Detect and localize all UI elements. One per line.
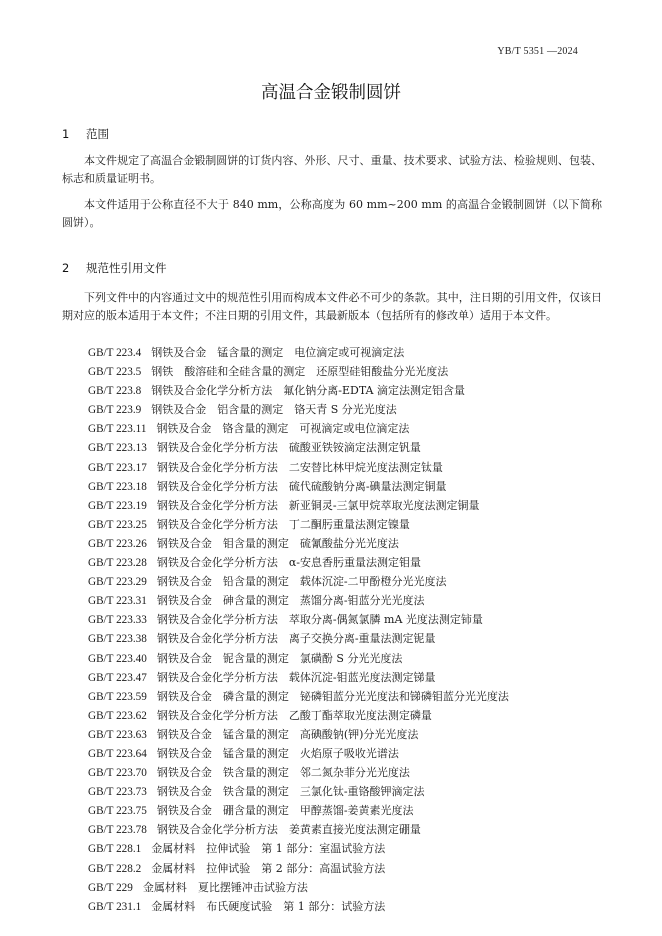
reference-code: GB/T 223.28 bbox=[88, 557, 147, 570]
reference-item bbox=[88, 477, 509, 496]
reference-item bbox=[88, 687, 509, 706]
reference-title: 钢铁及合金化学分析方法 二安替比林甲烷光度法测定钛量 bbox=[156, 460, 443, 474]
reference-item bbox=[88, 610, 509, 629]
reference-title: 钢铁及合金 磷含量的测定 铋磷钼蓝分光光度法和锑磷钼蓝分光光度法 bbox=[156, 689, 509, 703]
reference-code: GB/T 223.4 bbox=[88, 347, 142, 359]
reference-item bbox=[88, 668, 509, 687]
section-2-title: 规范性引用文件 bbox=[86, 261, 167, 275]
reference-title: 钢铁及合金 铌含量的测定 氯磺酚 S 分光光度法 bbox=[156, 651, 403, 665]
reference-title: 金属材料 拉伸试验 第 1 部分：室温试验方法 bbox=[151, 842, 386, 856]
reference-item bbox=[88, 496, 509, 515]
section-1-title: 范围 bbox=[86, 127, 109, 141]
reference-title: 钢铁及合金 铝含量的测定 铬天青 S 分光光度法 bbox=[151, 403, 397, 417]
section-2-heading bbox=[62, 260, 167, 276]
reference-item bbox=[88, 859, 509, 878]
reference-title: 钢铁及合金化学分析方法 姜黄素直接光度法测定硼量 bbox=[156, 823, 421, 837]
reference-title: 金属材料 夏比摆锤冲击试验方法 bbox=[142, 880, 308, 894]
reference-code: GB/T 223.33 bbox=[88, 614, 147, 627]
reference-code: GB/T 223.31 bbox=[88, 595, 147, 608]
reference-code: GB/T 223.26 bbox=[88, 537, 147, 550]
reference-title: 金属材料 布氏硬度试验 第 1 部分：试验方法 bbox=[151, 899, 386, 913]
reference-code: GB/T 223.75 bbox=[88, 805, 147, 818]
section-1-heading bbox=[62, 126, 109, 142]
reference-code: GB/T 223.38 bbox=[88, 633, 147, 646]
reference-item bbox=[88, 878, 509, 897]
reference-item bbox=[88, 782, 509, 801]
reference-list bbox=[88, 343, 509, 916]
reference-title: 钢铁及合金 铬含量的测定 可视滴定或电位滴定法 bbox=[156, 422, 410, 436]
reference-title: 钢铁及合金化学分析方法 α-安息香肟重量法测定钼量 bbox=[156, 556, 421, 570]
scope-paragraph-1: 本文件规定了高温合金锻制圆饼的订货内容、外形、尺寸、重量、技术要求、试验方法、检验规则、包装、标志和质量证明书。 bbox=[62, 154, 602, 185]
reference-item bbox=[88, 725, 509, 744]
reference-code: GB/T 228.1 bbox=[88, 843, 142, 856]
reference-code: GB/T 223.73 bbox=[88, 786, 147, 799]
reference-code: GB/T 231.1 bbox=[88, 900, 142, 913]
reference-code: GB/T 223.47 bbox=[88, 671, 147, 684]
reference-item bbox=[88, 744, 509, 763]
reference-title: 钢铁及合金 钼含量的测定 硫氰酸盐分光光度法 bbox=[156, 536, 399, 550]
reference-item bbox=[88, 400, 509, 419]
reference-title: 钢铁及合金 锰含量的测定 高碘酸钠(钾)分光光度法 bbox=[156, 727, 419, 741]
reference-item bbox=[88, 515, 509, 534]
normative-references-intro: 下列文件中的内容通过文中的规范性引用而构成本文件必不可少的条款。其中，注日期的引用文件，仅该日期对应的版本适用于本文件；不注日期的引用文件，其最新版本（包括所有的修改单）适用于本文件。 bbox=[62, 291, 602, 322]
reference-code: GB/T 223.40 bbox=[88, 652, 147, 665]
reference-title: 钢铁及合金 铁含量的测定 三氯化钛-重铬酸钾滴定法 bbox=[156, 785, 425, 799]
section-1-number: 1 bbox=[62, 127, 70, 141]
reference-title: 钢铁及合金化学分析方法 氟化钠分离-EDTA 滴定法测定铝含量 bbox=[151, 384, 465, 398]
reference-item bbox=[88, 419, 509, 438]
reference-item bbox=[88, 572, 509, 591]
reference-title: 钢铁 酸溶硅和全硅含量的测定 还原型硅钼酸盐分光光度法 bbox=[151, 365, 449, 379]
scope-paragraph-2: 本文件适用于公称直径不大于 840 mm，公称高度为 60 mm~200 mm 的高温合金锻制圆饼（以下简称圆饼）。 bbox=[62, 198, 602, 229]
reference-code: GB/T 223.59 bbox=[88, 690, 147, 703]
reference-code: GB/T 228.2 bbox=[88, 862, 142, 875]
reference-code: GB/T 229 bbox=[88, 881, 133, 894]
reference-item bbox=[88, 458, 509, 477]
reference-item bbox=[88, 763, 509, 782]
reference-title: 钢铁及合金化学分析方法 乙酸丁酯萃取光度法测定磷量 bbox=[156, 708, 432, 722]
reference-item bbox=[88, 839, 509, 858]
reference-title: 钢铁及合金 铅含量的测定 载体沉淀-二甲酚橙分光光度法 bbox=[156, 575, 447, 589]
reference-item bbox=[88, 591, 509, 610]
reference-item bbox=[88, 706, 509, 725]
document-code: YB/T 5351 —2024 bbox=[497, 46, 578, 57]
reference-item bbox=[88, 629, 509, 648]
reference-title: 钢铁及合金化学分析方法 离子交换分离-重量法测定铌量 bbox=[156, 632, 436, 646]
reference-item bbox=[88, 362, 509, 381]
reference-item bbox=[88, 801, 509, 820]
reference-item bbox=[88, 897, 509, 916]
reference-code: GB/T 223.18 bbox=[88, 480, 147, 493]
reference-title: 钢铁及合金 硼含量的测定 甲醇蒸馏-姜黄素光度法 bbox=[156, 804, 414, 818]
reference-code: GB/T 223.25 bbox=[88, 518, 147, 531]
reference-title: 钢铁及合金化学分析方法 新亚铜灵-三氯甲烷萃取光度法测定铜量 bbox=[156, 498, 480, 512]
reference-code: GB/T 223.13 bbox=[88, 442, 147, 455]
reference-code: GB/T 223.19 bbox=[88, 499, 147, 512]
reference-item bbox=[88, 381, 509, 400]
reference-code: GB/T 223.5 bbox=[88, 366, 142, 379]
reference-item bbox=[88, 820, 509, 839]
reference-item bbox=[88, 534, 509, 553]
reference-title: 钢铁及合金化学分析方法 硫代硫酸钠分离-碘量法测定铜量 bbox=[156, 479, 447, 493]
reference-item bbox=[88, 343, 509, 362]
reference-item bbox=[88, 553, 509, 572]
reference-title: 钢铁及合金 锰含量的测定 火焰原子吸收光谱法 bbox=[156, 746, 399, 760]
reference-title: 钢铁及合金 砷含量的测定 蒸馏分离-钼蓝分光光度法 bbox=[156, 594, 425, 608]
reference-title: 钢铁及合金化学分析方法 载体沉淀-钼蓝光度法测定锑量 bbox=[156, 670, 436, 684]
reference-code: GB/T 223.70 bbox=[88, 767, 147, 780]
reference-code: GB/T 223.29 bbox=[88, 576, 147, 589]
reference-code: GB/T 223.11 bbox=[88, 423, 147, 436]
reference-title: 金属材料 拉伸试验 第 2 部分：高温试验方法 bbox=[151, 861, 386, 875]
reference-item bbox=[88, 438, 509, 457]
reference-title: 钢铁及合金化学分析方法 丁二酮肟重量法测定镍量 bbox=[156, 517, 410, 531]
reference-title: 钢铁及合金 铁含量的测定 邻二氮杂菲分光光度法 bbox=[156, 766, 410, 780]
reference-title: 钢铁及合金化学分析方法 硫酸亚铁铵滴定法测定钒量 bbox=[156, 441, 421, 455]
document-title: 高温合金锻制圆饼 bbox=[261, 83, 401, 103]
reference-item bbox=[88, 649, 509, 668]
section-2-number: 2 bbox=[62, 261, 70, 275]
reference-title: 钢铁及合金 锰含量的测定 电位滴定或可视滴定法 bbox=[151, 346, 405, 359]
reference-code: GB/T 223.78 bbox=[88, 824, 147, 837]
reference-code: GB/T 223.8 bbox=[88, 385, 142, 398]
reference-code: GB/T 223.62 bbox=[88, 709, 147, 722]
reference-code: GB/T 223.63 bbox=[88, 728, 147, 741]
reference-title: 钢铁及合金化学分析方法 萃取分离-偶氮氯膦 mA 光度法测定铈量 bbox=[156, 613, 483, 627]
reference-code: GB/T 223.9 bbox=[88, 404, 142, 417]
reference-code: GB/T 223.64 bbox=[88, 747, 147, 760]
reference-code: GB/T 223.17 bbox=[88, 461, 147, 474]
